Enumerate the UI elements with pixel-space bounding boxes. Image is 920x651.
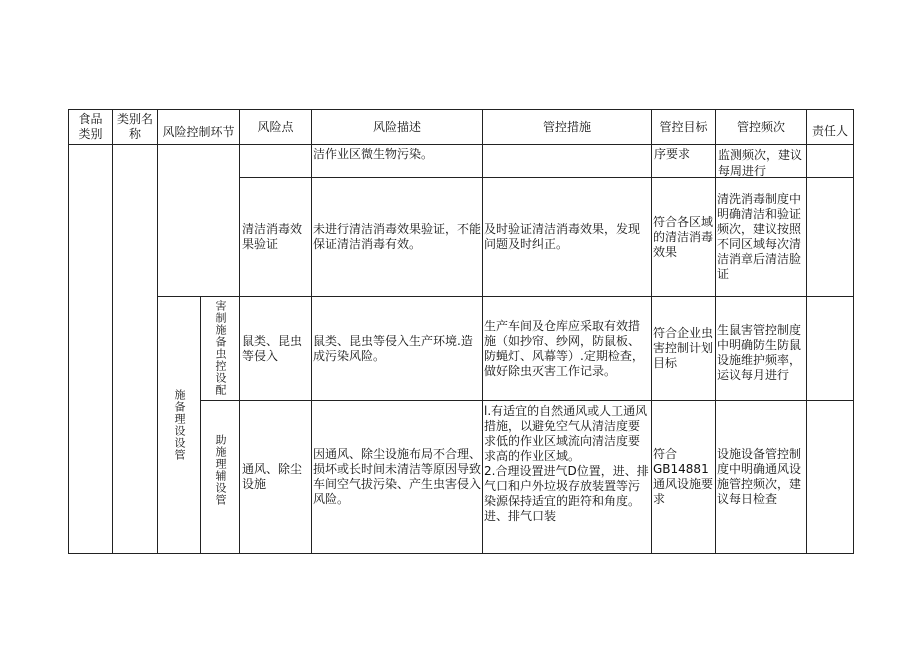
header-risk-description: 风险描述 [372,119,421,134]
row4-risk-point: 通风、除尘设施 [242,462,303,491]
row4-control-frequency: 设施设备管控制度中明确通风设施管控频次，建议每日检查 [717,447,802,506]
row1-control-frequency: 监测频次，建议每周进行 [718,148,803,177]
row4-risk-description: 因通风、除尘设施布局不合理、损坏或长时间未清洁等原因导致车间空气拔污染、产生虫害侵入风险。 [313,447,481,506]
header-responsible: 责任人 [811,123,848,138]
row2-control-frequency: 清洗消毒制度中明确清洁和验证频次，建议按照不同区域每次清洁消章后清洁脸证 [717,192,802,281]
header-control-frequency: 管控频次 [736,119,785,134]
table-border-right [853,109,854,554]
row3-control-measures: 生产车间及仓库应采取有效措施（如抄帘、纱网，防鼠板、防蝇灯、风幕等）.定期检查，做好除虫灭害工作记录。 [484,318,644,378]
row4-sub-step-auxiliary-facilities: 助施理辅设管 [214,434,227,506]
table-border-bottom [68,553,853,554]
header-divider [68,144,853,145]
row3-control-target: 符合企业虫害控制计划目标 [653,326,714,370]
row2-control-measures: 及时验证清洁消毒效果，发现问题及时纠正。 [484,222,641,251]
col-divider [806,109,807,554]
row3-control-frequency: 生鼠害管控制度中明确防生防鼠设施维护频率，运议每月进行 [717,322,802,382]
col-divider [482,109,483,554]
row1-control-target: 序要求 [654,147,691,161]
header-category-name: 类别名称 [117,112,154,141]
row2-risk-description: 未进行清洁消毒效果验证，不能保证清洁消毒有效。 [313,222,481,251]
table-border-left [68,109,69,554]
row3-risk-description: 鼠类、昆虫等侵入生产环境.造成污染风险。 [313,333,473,363]
header-control-target: 管控目标 [659,119,708,134]
row2-control-target: 符合各区域的清洁消毒效果 [653,214,714,259]
measure-item: l.有适宜的自然通风或人工通风措施，以避免空气从清洁度要求低的作业区域流向清洁度要求高的作业区域。 [484,404,648,463]
col-divider [239,109,240,554]
header-food-category: 食品类别 [78,112,103,141]
header-control-measures: 管控措施 [542,119,591,134]
row2-risk-point: 清洁消毒效果验证 [242,222,303,251]
col-divider [157,109,158,554]
row3-sub-step-pest-control: 害制施备虫控设配 [214,300,227,396]
header-risk-point: 风险点 [257,119,294,134]
group-label-facility-management: 施备理设设管 [173,389,186,461]
row3-risk-point: 鼠类、昆虫等侵入 [242,333,303,363]
row4-control-target: 符合GB14881通风设施要求 [653,447,714,506]
measure-item: 2.合理设置进气D位置，进、排气口和户外垃圾存放装置等污染源保持适宜的距符和角度。进、排气口装 [484,464,649,523]
col-divider [651,109,652,554]
col-divider [715,109,716,554]
row4-control-measures [484,402,650,552]
row1-risk-description: 洁作业区微生物污染。 [313,147,434,161]
col-divider [112,109,113,554]
header-risk-control-step: 风险控制环节 [162,124,235,139]
col-divider [311,109,312,554]
